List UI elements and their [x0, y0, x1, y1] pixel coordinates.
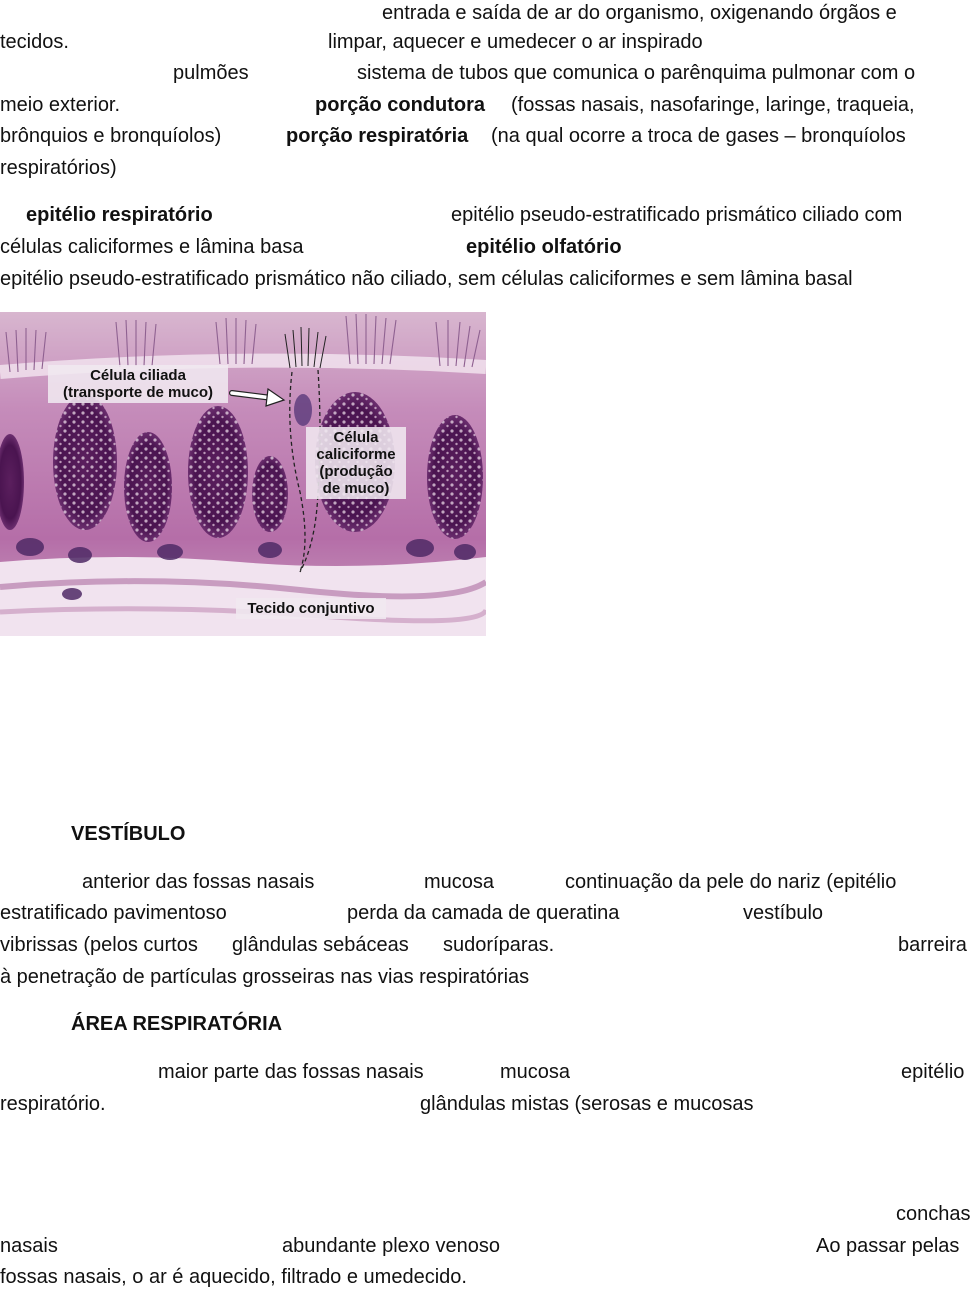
figure-label-connective-tissue: Tecido conjuntivo [236, 598, 386, 619]
text-fragment: tecidos. [0, 31, 69, 53]
bold-term: epitélio olfatório [466, 236, 622, 258]
text-fragment: nasais [0, 1235, 58, 1257]
text-fragment: epitélio [901, 1061, 965, 1083]
text-fragment: mucosa [500, 1061, 571, 1083]
text-fragment: maior parte das fossas nasais [158, 1061, 424, 1083]
text-fragment: meio exterior. [0, 94, 121, 116]
text-fragment: entrada e saída de ar do organismo, oxigenando órgãos e [382, 2, 897, 24]
figure-label-goblet-cell: Célula caliciforme (produção de muco) [306, 427, 406, 499]
text-fragment: barreira [898, 934, 967, 956]
text-fragment: vibrissas (pelos curtos [0, 934, 198, 956]
text-fragment: conchas [896, 1203, 971, 1225]
histology-figure [0, 312, 486, 636]
text-fragment: mucosa [424, 871, 495, 893]
text-fragment: glândulas mistas (serosas e mucosas [420, 1093, 754, 1115]
text-fragment: brônquios e bronquíolos) [0, 125, 222, 147]
text-fragment: à penetração de partículas grosseiras nas vias respiratórias [0, 966, 530, 988]
text-fragment: sudoríparas. [443, 934, 555, 956]
bold-term: epitélio respiratório [26, 204, 213, 226]
text-fragment: epitélio pseudo-estratificado prismático não ciliado, sem células caliciformes e sem lâmina basal [0, 268, 853, 290]
bold-term: porção respiratória [286, 125, 469, 147]
text-fragment: glândulas sebáceas [232, 934, 409, 956]
text-fragment: fossas nasais, o ar é aquecido, filtrado e umedecido. [0, 1266, 467, 1288]
section-heading-vestibulo: VESTÍBULO [71, 823, 186, 845]
section-heading-area-respiratoria: ÁREA RESPIRATÓRIA [71, 1013, 283, 1035]
text-fragment: anterior das fossas nasais [82, 871, 315, 893]
text-fragment: continuação da pele do nariz (epitélio [565, 871, 897, 893]
text-fragment: epitélio pseudo-estratificado prismático ciliado com [451, 204, 903, 226]
text-fragment: sistema de tubos que comunica o parênquima pulmonar com o [357, 62, 916, 84]
text-fragment: respiratório. [0, 1093, 106, 1115]
bold-term: porção condutora [315, 94, 486, 116]
text-fragment: respiratórios) [0, 157, 117, 179]
text-fragment: perda da camada de queratina [347, 902, 620, 924]
text-fragment: limpar, aquecer e umedecer o ar inspirado [328, 31, 703, 53]
figure-label-ciliated-cell: Célula ciliada (transporte de muco) [48, 365, 228, 403]
text-fragment: (na qual ocorre a troca de gases – bronquíolos [491, 125, 906, 147]
text-fragment: abundante plexo venoso [282, 1235, 500, 1257]
text-fragment: vestíbulo [743, 902, 824, 924]
text-fragment: (fossas nasais, nasofaringe, laringe, traqueia, [511, 94, 915, 116]
text-fragment: pulmões [173, 62, 249, 84]
text-fragment: Ao passar pelas [816, 1235, 960, 1257]
text-fragment: estratificado pavimentoso [0, 902, 227, 924]
histology-image [0, 312, 486, 636]
text-fragment: células caliciformes e lâmina basa [0, 236, 304, 258]
